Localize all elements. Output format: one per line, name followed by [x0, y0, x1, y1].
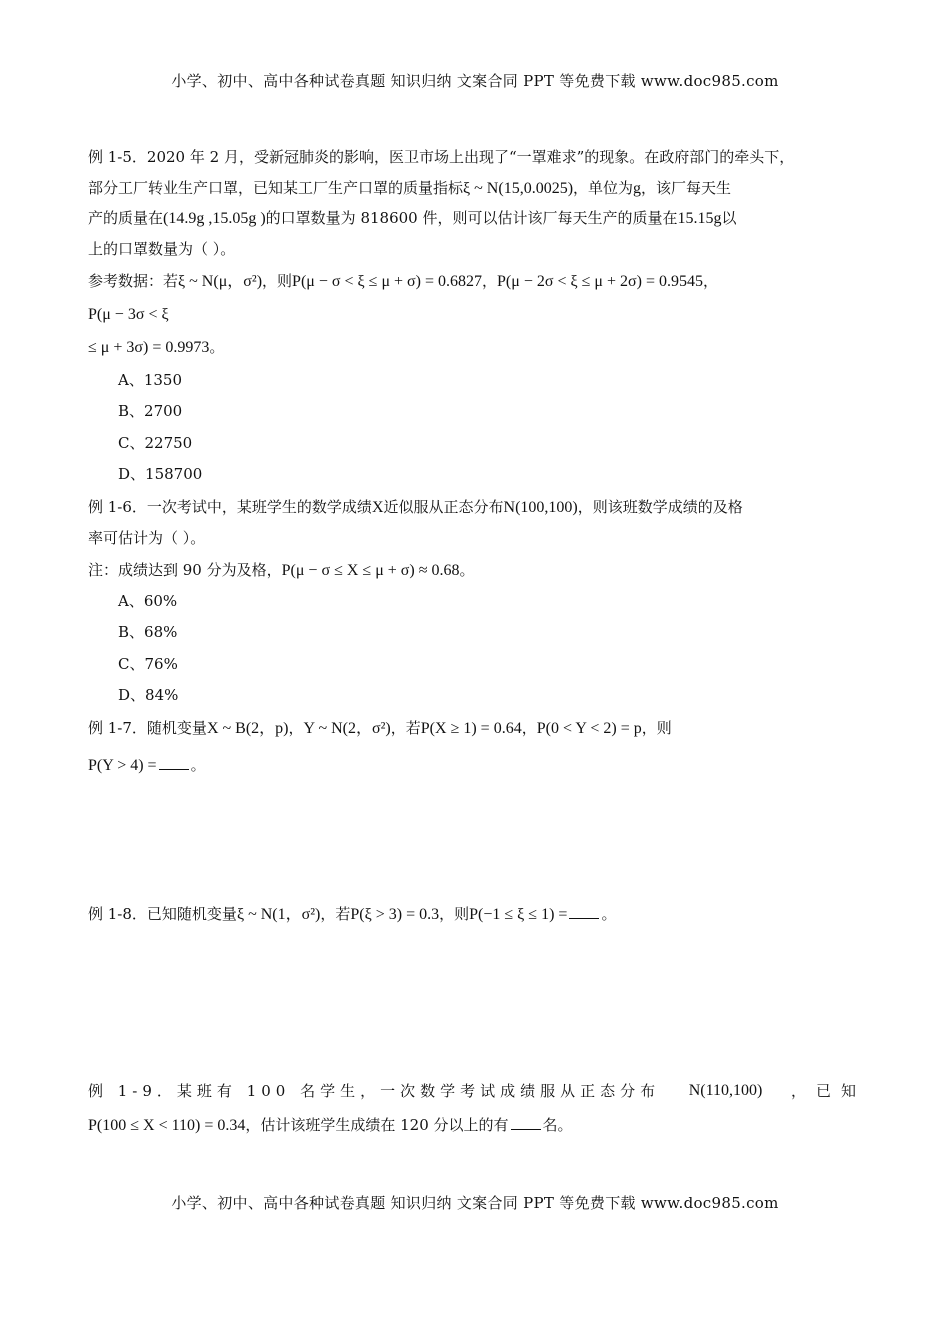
- page-footer: 小学、初中、高中各种试卷真题 知识归纳 文案合同 PPT 等免费下载 www.doc985.com: [171, 1194, 779, 1212]
- q15-ref-math: ξ ~ N(μ，σ²): [178, 273, 263, 290]
- q19-answer-blank: [511, 1113, 541, 1130]
- q15-line-1: 例 1-5．2020 年 2 月，受新冠肺炎的影响，医卫市场上出现了“一罩难求”的现象。在政府部门的牵头下，: [88, 148, 795, 166]
- q15-math-threshold: 15.15g: [677, 210, 722, 227]
- q17-text: 。: [190, 756, 206, 774]
- q18-answer-blank: [569, 902, 599, 919]
- page-header: 小学、初中、高中各种试卷真题 知识归纳 文案合同 PPT 等免费下载 www.doc985.com: [171, 72, 779, 90]
- q15-reference-line: [88, 270, 868, 293]
- q15-option-d: D、158700: [118, 465, 203, 483]
- q15-line-2: [88, 177, 868, 200]
- q15-option-b: B、2700: [118, 402, 183, 420]
- q17-math: P(Y > 4) =: [88, 757, 157, 774]
- q15-text: 以: [721, 209, 737, 227]
- q15-line-4: 上的口罩数量为（ ）。: [88, 240, 236, 258]
- q17-text: ，: [288, 719, 304, 737]
- q17-math: X ~ B(2，p): [206, 720, 289, 737]
- q15-reference-line-3: [88, 336, 868, 359]
- q15-ref-math: P(μ − 2σ < ξ ≤ μ + 2σ) = 0.9545: [497, 273, 703, 290]
- q15-math-dist: ξ ~ N(15,0.0025): [463, 180, 574, 197]
- q16-option-a: A、60%: [118, 592, 178, 610]
- q19-line-2: [88, 1113, 868, 1137]
- q18-line: [88, 902, 868, 926]
- q15-text: ，单位为: [573, 179, 634, 197]
- q17-line-1: [88, 717, 868, 740]
- q17-text: ，则: [641, 719, 672, 737]
- q19-math: N(110,100): [688, 1082, 763, 1099]
- q19-text: 名。: [542, 1116, 573, 1134]
- q15-ref-math: P(μ − σ < ξ ≤ μ + σ) = 0.6827: [292, 273, 483, 290]
- q17-text: 例 1-7．随机变量: [88, 719, 207, 737]
- q18-text: 。: [601, 905, 617, 923]
- q15-ref-math: ≤ μ + 3σ) = 0.9973: [88, 339, 210, 356]
- q17-math: P(0 < Y < 2) = p: [536, 720, 642, 737]
- q15-text: 的口罩数量为 818600 件，则可以估计该厂每天生产的质量在: [265, 209, 678, 227]
- q15-ref-text: ，: [482, 272, 498, 290]
- q15-text: 部分工厂转业生产口罩，已知某工厂生产口罩的质量指标: [88, 179, 464, 197]
- q19-text: ，已知: [790, 1082, 866, 1100]
- q17-math: P(X ≥ 1) = 0.64: [420, 720, 522, 737]
- q15-option-a: A、1350: [118, 371, 183, 389]
- q19-text: ，估计该班学生成绩在 120 分以上的有: [245, 1116, 509, 1134]
- q15-text: ，该厂每天生: [641, 179, 732, 197]
- q16-option-c: C、76%: [118, 655, 178, 673]
- q16-note-math: P(μ − σ ≤ X ≤ μ + σ) ≈ 0.68: [281, 562, 460, 579]
- q15-text: 产的质量在: [88, 209, 164, 227]
- q16-line-2: 率可估计为（ ）。: [88, 529, 206, 547]
- q18-math: ξ ~ N(1，σ²): [236, 906, 321, 923]
- q15-ref-text: 参考数据：若: [88, 272, 179, 290]
- q16-option-d: D、84%: [118, 686, 179, 704]
- q15-ref-text: ，: [703, 272, 719, 290]
- q16-note-text: 注：成绩达到 90 分为及格，: [88, 561, 282, 579]
- q16-math-dist: N(100,100): [503, 499, 578, 516]
- q17-math: Y ~ N(2，σ²): [303, 720, 391, 737]
- q16-math-x: X: [371, 499, 384, 516]
- q19-math: P(100 ≤ X < 110) = 0.34: [88, 1117, 246, 1134]
- q16-note: [88, 559, 868, 582]
- q16-text: ，则该班数学成绩的及格: [577, 498, 743, 516]
- q16-option-b: B、68%: [118, 623, 178, 641]
- q15-ref-text: ，则: [262, 272, 293, 290]
- q15-ref-math: P(μ − 3σ < ξ: [88, 306, 169, 323]
- q15-line-3: [88, 207, 868, 230]
- q15-ref-text: 。: [209, 338, 225, 356]
- q18-math: P(−1 ≤ ξ ≤ 1) =: [469, 906, 568, 923]
- q17-text: ，: [521, 719, 537, 737]
- q15-option-c: C、22750: [118, 434, 193, 452]
- q15-reference-line-2: [88, 303, 868, 326]
- q17-answer-blank: [159, 753, 189, 770]
- q16-text: 例 1-6．一次考试中，某班学生的数学成绩: [88, 498, 372, 516]
- q18-math: P(ξ > 3) = 0.3: [350, 906, 440, 923]
- q17-line-2: [88, 753, 868, 777]
- q17-text: ，若: [390, 719, 421, 737]
- q19-text: 例 1-9．某班有 100 名学生，一次数学考试成绩服从正态分布: [88, 1082, 661, 1100]
- q18-text: ，若: [320, 905, 351, 923]
- q16-line-1: [88, 496, 868, 519]
- q19-line-1: [88, 1080, 868, 1102]
- q16-text: 近似服从正态分布: [383, 498, 504, 516]
- q15-math-unit: g: [633, 180, 642, 197]
- q18-text: 例 1-8．已知随机变量: [88, 905, 237, 923]
- q18-text: ，则: [439, 905, 470, 923]
- q16-note-text: 。: [459, 561, 475, 579]
- q15-math-range: (14.9g ,15.05g ): [163, 210, 266, 227]
